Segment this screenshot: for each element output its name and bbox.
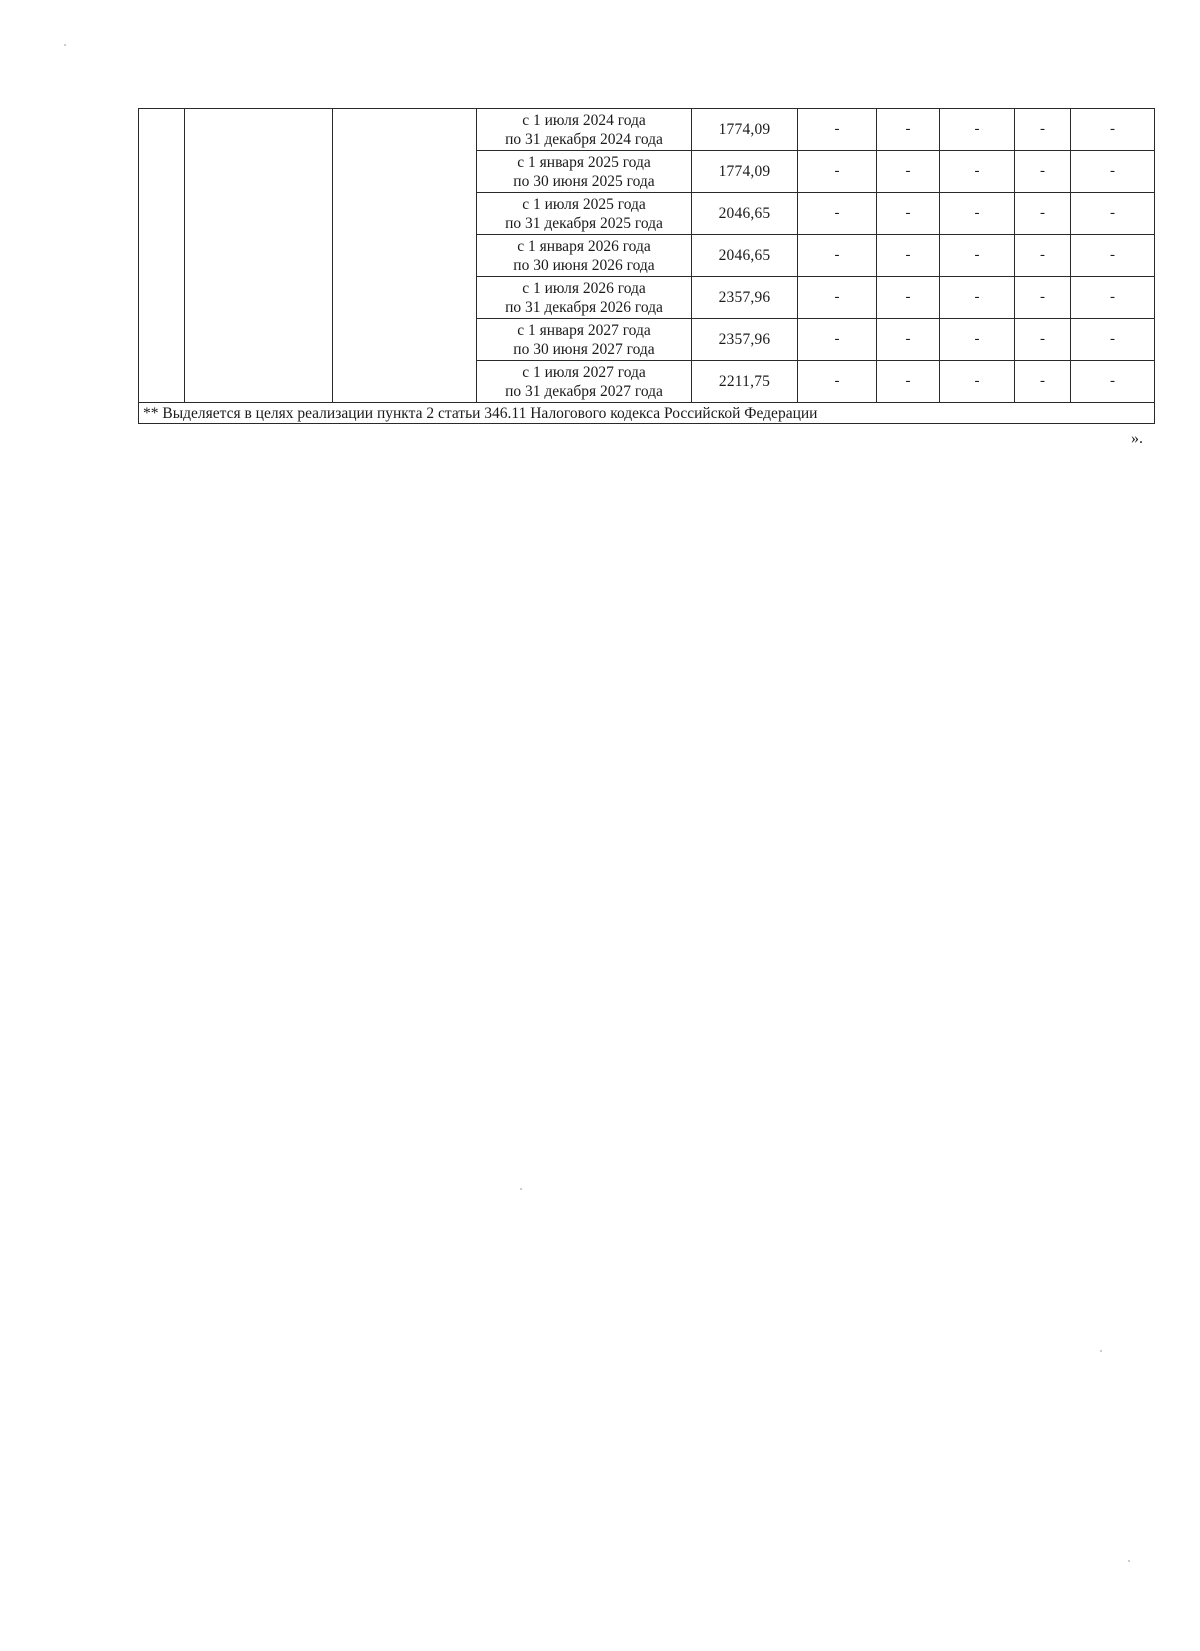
dash-cell: -	[1071, 235, 1155, 277]
dash-cell: -	[1071, 319, 1155, 361]
dash-cell: -	[877, 109, 940, 151]
tariff-table	[138, 108, 1155, 424]
scan-speck	[1128, 1560, 1130, 1562]
dash-cell: -	[1071, 109, 1155, 151]
period-cell	[477, 319, 692, 361]
scan-speck	[520, 1188, 522, 1190]
dash-cell: -	[877, 277, 940, 319]
period-to: по 31 декабря 2027 года	[505, 382, 663, 400]
dash-cell: -	[798, 109, 877, 151]
tariff-value: 1774,09	[692, 109, 798, 151]
empty-cell-category	[333, 109, 477, 403]
period-to: по 31 декабря 2025 года	[505, 214, 663, 232]
tariff-value: 1774,09	[692, 151, 798, 193]
tariff-value: 2357,96	[692, 277, 798, 319]
period-from: с 1 января 2026 года	[517, 237, 651, 255]
dash-cell: -	[940, 277, 1015, 319]
dash-cell: -	[798, 235, 877, 277]
closing-quote-mark: ».	[1131, 430, 1143, 447]
period-from: с 1 июля 2025 года	[522, 195, 646, 213]
dash-cell: -	[1015, 235, 1071, 277]
dash-cell: -	[940, 319, 1015, 361]
empty-cell-number	[139, 109, 185, 403]
period-cell	[477, 151, 692, 193]
period-from: с 1 января 2025 года	[517, 153, 651, 171]
dash-cell: -	[877, 193, 940, 235]
dash-cell: -	[1071, 151, 1155, 193]
dash-cell: -	[940, 109, 1015, 151]
dash-cell: -	[940, 235, 1015, 277]
dash-cell: -	[1015, 151, 1071, 193]
tariff-value: 2211,75	[692, 361, 798, 403]
tariff-value: 2046,65	[692, 235, 798, 277]
dash-cell: -	[1015, 109, 1071, 151]
period-to: по 30 июня 2026 года	[513, 256, 655, 274]
table-row	[139, 109, 1155, 151]
dash-cell: -	[798, 193, 877, 235]
dash-cell: -	[798, 277, 877, 319]
dash-cell: -	[940, 151, 1015, 193]
dash-cell: -	[1071, 361, 1155, 403]
dash-cell: -	[1071, 193, 1155, 235]
period-from: с 1 января 2027 года	[517, 321, 651, 339]
dash-cell: -	[798, 361, 877, 403]
scan-speck	[64, 44, 66, 46]
dash-cell: -	[877, 319, 940, 361]
dash-cell: -	[877, 235, 940, 277]
dash-cell: -	[1071, 277, 1155, 319]
period-cell	[477, 235, 692, 277]
dash-cell: -	[940, 361, 1015, 403]
dash-cell: -	[877, 151, 940, 193]
dash-cell: -	[1015, 361, 1071, 403]
dash-cell: -	[798, 151, 877, 193]
period-from: с 1 июля 2026 года	[522, 279, 646, 297]
period-from: с 1 июля 2024 года	[522, 111, 646, 129]
period-cell	[477, 361, 692, 403]
period-cell	[477, 109, 692, 151]
dash-cell: -	[1015, 277, 1071, 319]
period-cell	[477, 277, 692, 319]
dash-cell: -	[1015, 193, 1071, 235]
footnote-row	[139, 403, 1155, 424]
dash-cell: -	[877, 361, 940, 403]
period-to: по 31 декабря 2026 года	[505, 298, 663, 316]
period-from: с 1 июля 2027 года	[522, 363, 646, 381]
period-to: по 30 июня 2025 года	[513, 172, 655, 190]
dash-cell: -	[1015, 319, 1071, 361]
period-cell	[477, 193, 692, 235]
dash-cell: -	[940, 193, 1015, 235]
period-to: по 31 декабря 2024 года	[505, 130, 663, 148]
tariff-value: 2046,65	[692, 193, 798, 235]
empty-cell-name	[185, 109, 333, 403]
scan-speck	[1100, 1350, 1102, 1352]
footnote-text: ** Выделяется в целях реализации пункта 2 статьи 346.11 Налогового кодекса Российской Федерации	[139, 403, 1155, 424]
period-to: по 30 июня 2027 года	[513, 340, 655, 358]
dash-cell: -	[798, 319, 877, 361]
tariff-value: 2357,96	[692, 319, 798, 361]
